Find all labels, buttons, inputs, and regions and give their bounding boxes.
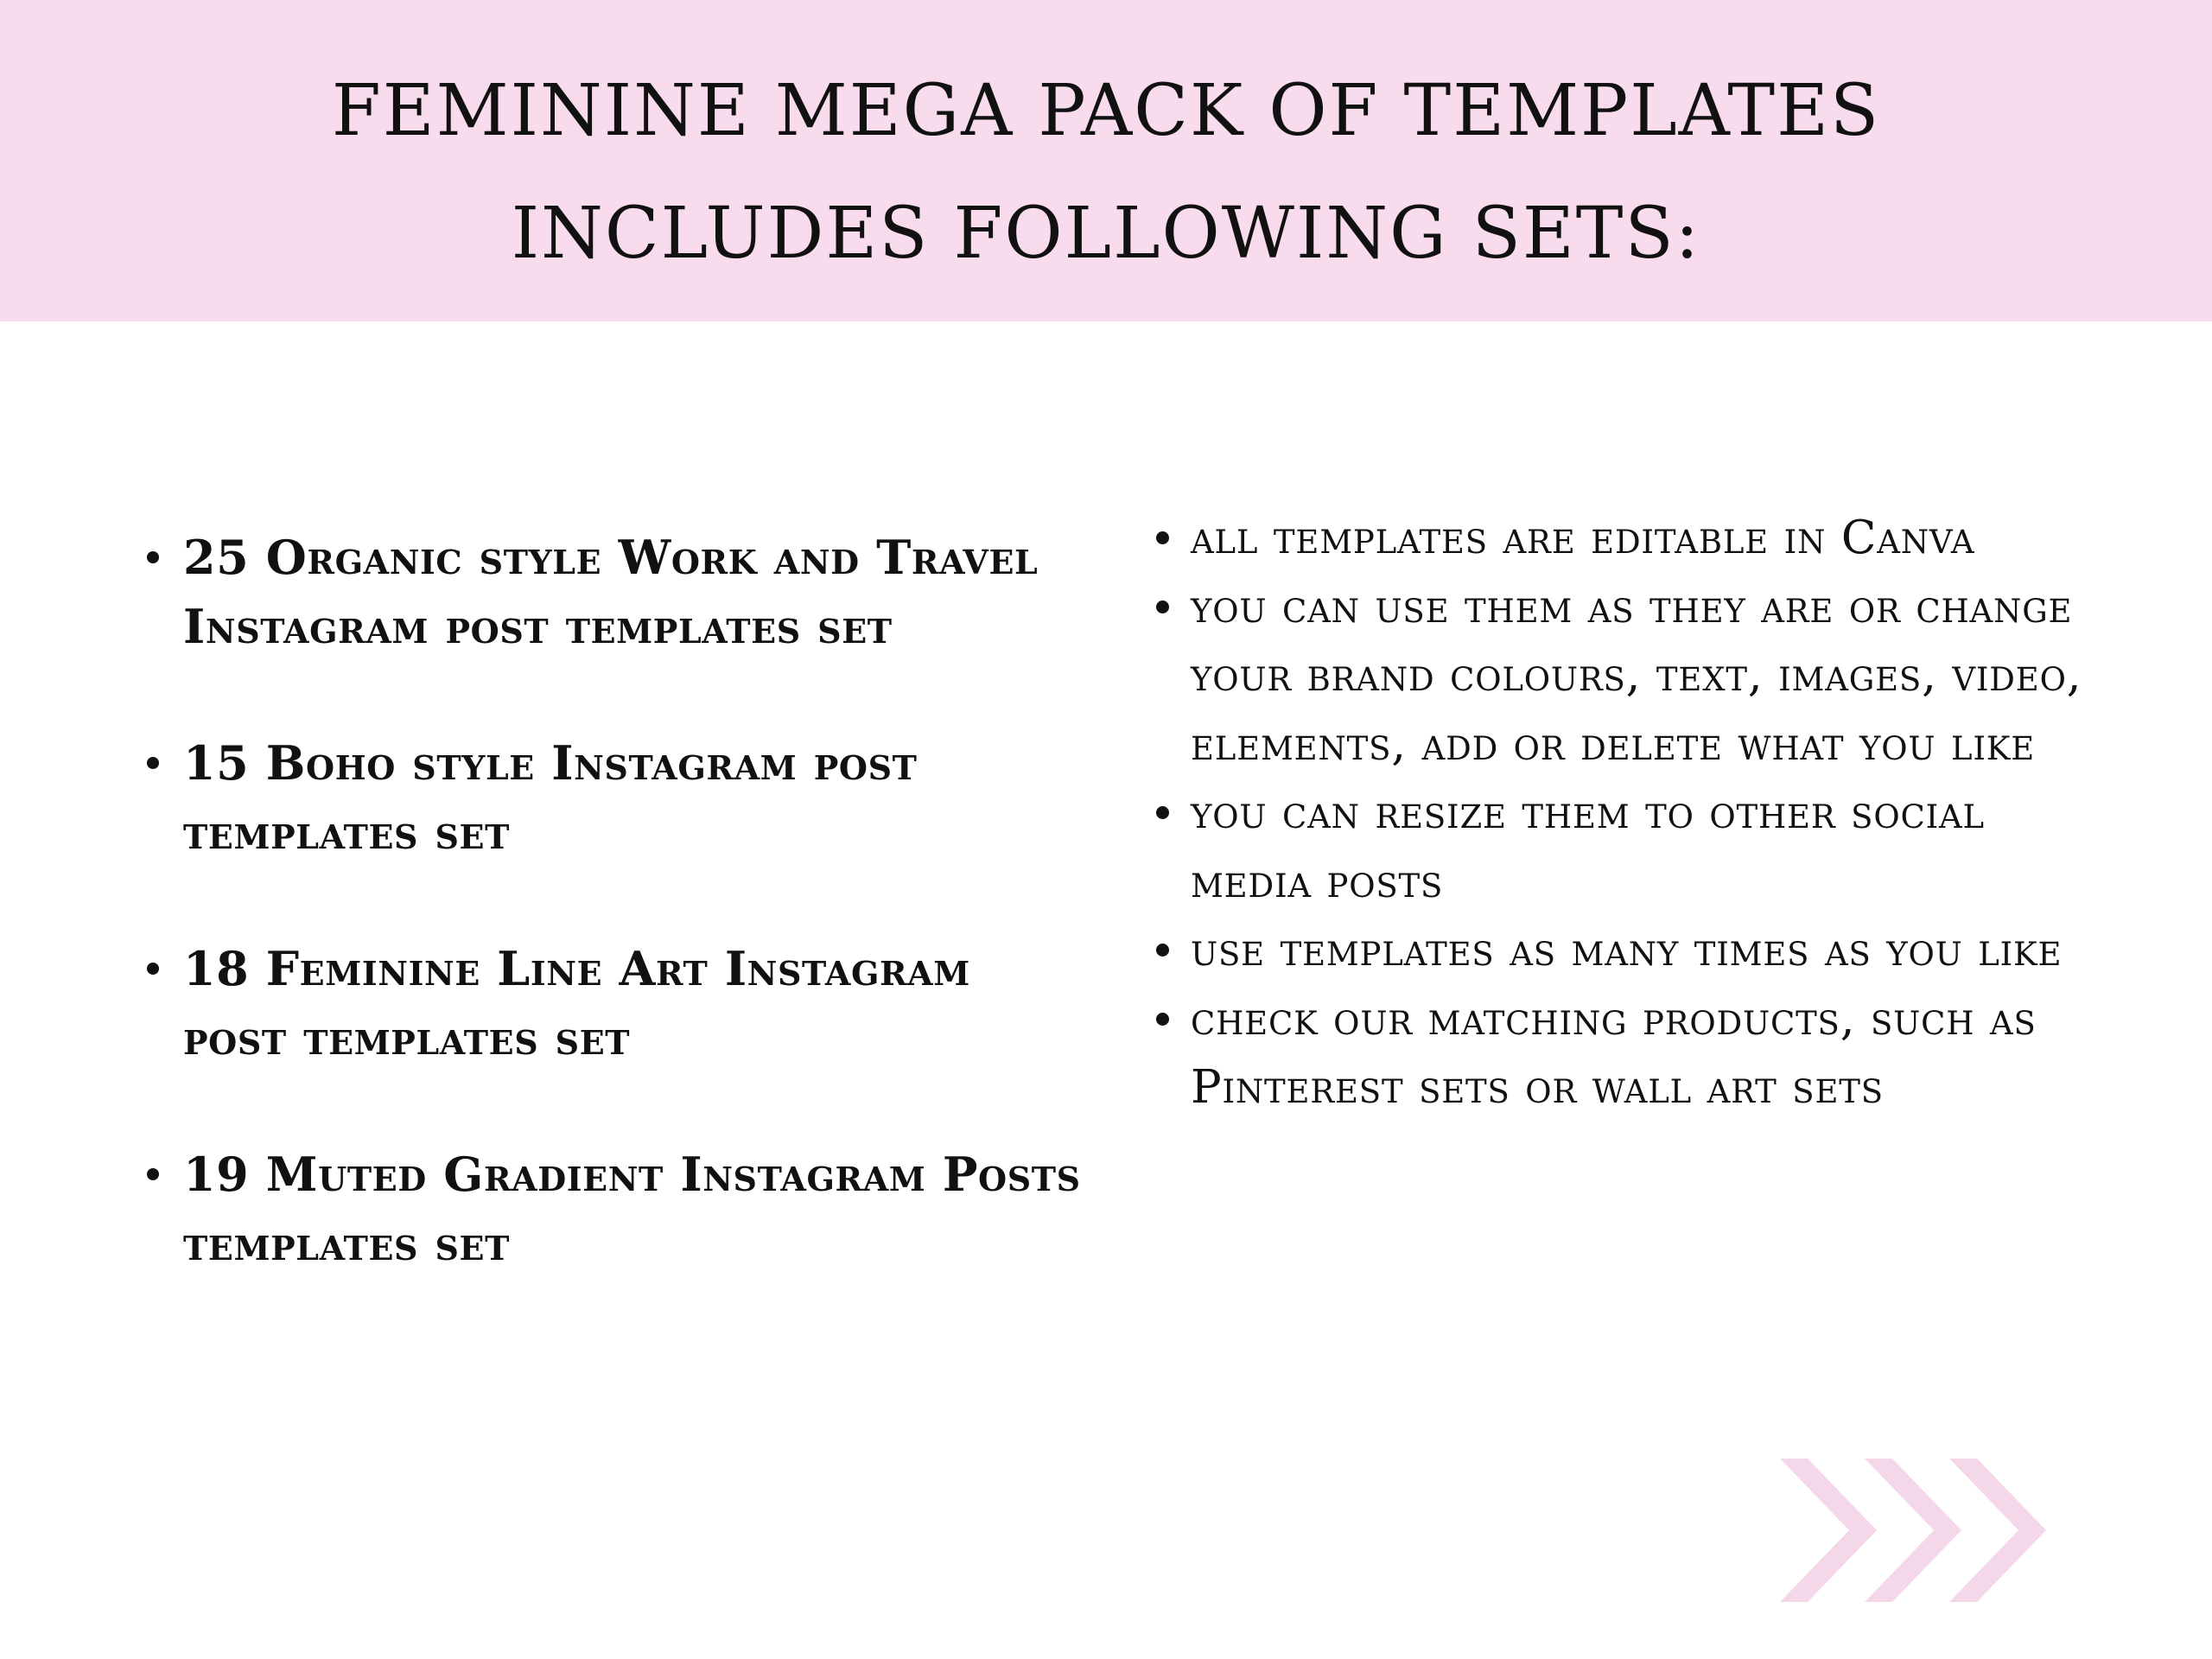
template-set-item: 25 Organic style Work and Travel Instagram post templates set: [183, 523, 1082, 661]
feature-item: you can use them as they are or change your brand colours, text, images, video, elements, add or delete what you like: [1191, 573, 2098, 779]
template-set-item: 18 Feminine Line Art Instagram post templates set: [183, 934, 1082, 1072]
feature-item: use templates as many times as you like: [1191, 916, 2098, 985]
feature-item: you can resize them to other social media posts: [1191, 779, 2098, 916]
chevron-right-icon: [1949, 1459, 2046, 1602]
template-set-item: 19 Muted Gradient Instagram Posts templates set: [183, 1140, 1082, 1278]
triple-chevron-right-icon: [1780, 1459, 2050, 1602]
page-title-line-2: INCLUDES FOLLOWING SETS:: [511, 193, 1701, 275]
template-sets-list: [183, 523, 1082, 1278]
feature-list: [1191, 504, 2098, 1122]
feature-item: all templates are editable in Canva: [1191, 504, 2098, 573]
feature-item: check our matching products, such as Pinterest sets or wall art sets: [1191, 985, 2098, 1122]
template-set-item: 15 Boho style Instagram post templates set: [183, 728, 1082, 867]
page-title-line-1: FEMININE MEGA PACK OF TEMPLATES: [331, 70, 1881, 152]
chevron-right-icon: [1865, 1459, 1961, 1602]
page-title: [0, 50, 2212, 296]
chevron-right-icon: [1780, 1459, 1877, 1602]
